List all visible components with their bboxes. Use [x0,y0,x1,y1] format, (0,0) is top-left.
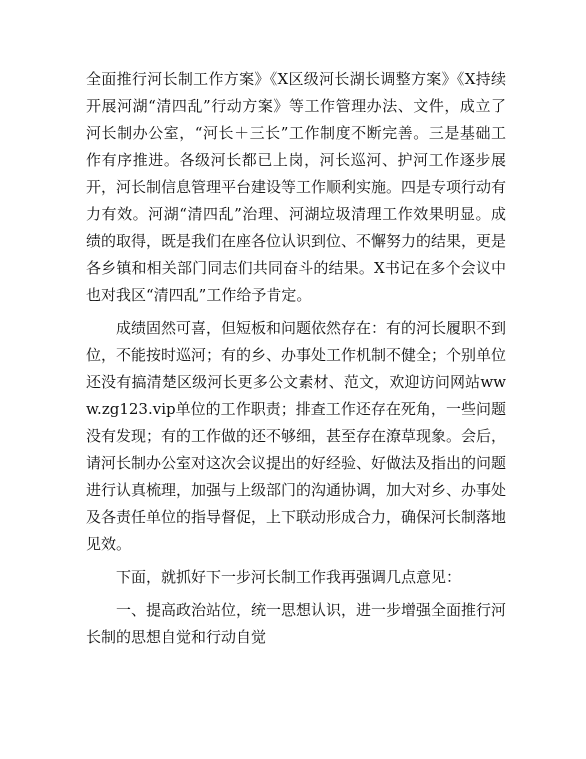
document-body [86,66,506,651]
paragraph-transition: 下面，就抓好下一步河长制工作我再强调几点意见： [116,568,462,586]
paragraph-results-summary: 全面推行河长制工作方案》《X区级河长湖长调整方案》《X持续开展河湖“清四乱”行动方案》等工作管理办法、文件，成立了河长制办公室，“河长＋三长”工作制度不断完善。三是基础工作有序推进。各级河长都已上岗，河长巡河、护河工作逐步展开，河长制信息管理平台建设等工作顺利实施。四是专项行动有力有效。河湖“清四乱”治理、河湖垃圾清理工作效果明显。成绩的取得，既是我们在座各位认识到位、不懈努力的结果，更是各乡镇和相关部门同志们共同奋斗的结果。X书记在多个会议中也对我区“清四乱”工作给予肯定。 [86,70,507,304]
paragraph-problems: 成绩固然可喜，但短板和问题依然存在：有的河长履职不到位，不能按时巡河；有的乡、办事处工作机制不健全；个别单位还没有搞清楚区级河长更多公文素材、范文，欢迎访问网站www.zg123.vip单位的工作职责；排查工作还存在死角，一些问题没有发现；有的工作做的还不够细，甚至存在潦草现象。会后，请河长制办公室对这次会议提出的好经验、好做法及指出的问题进行认真梳理，加强与上级部门的沟通协调，加大对乡、办事处及各责任单位的指导督促，上下联动形成合力，确保河长制落地见效。 [86,319,507,553]
paragraph-section-heading: 一、提高政治站位，统一思想认识，进一步增强全面推行河长制的思想自觉和行动自觉 [86,601,507,646]
